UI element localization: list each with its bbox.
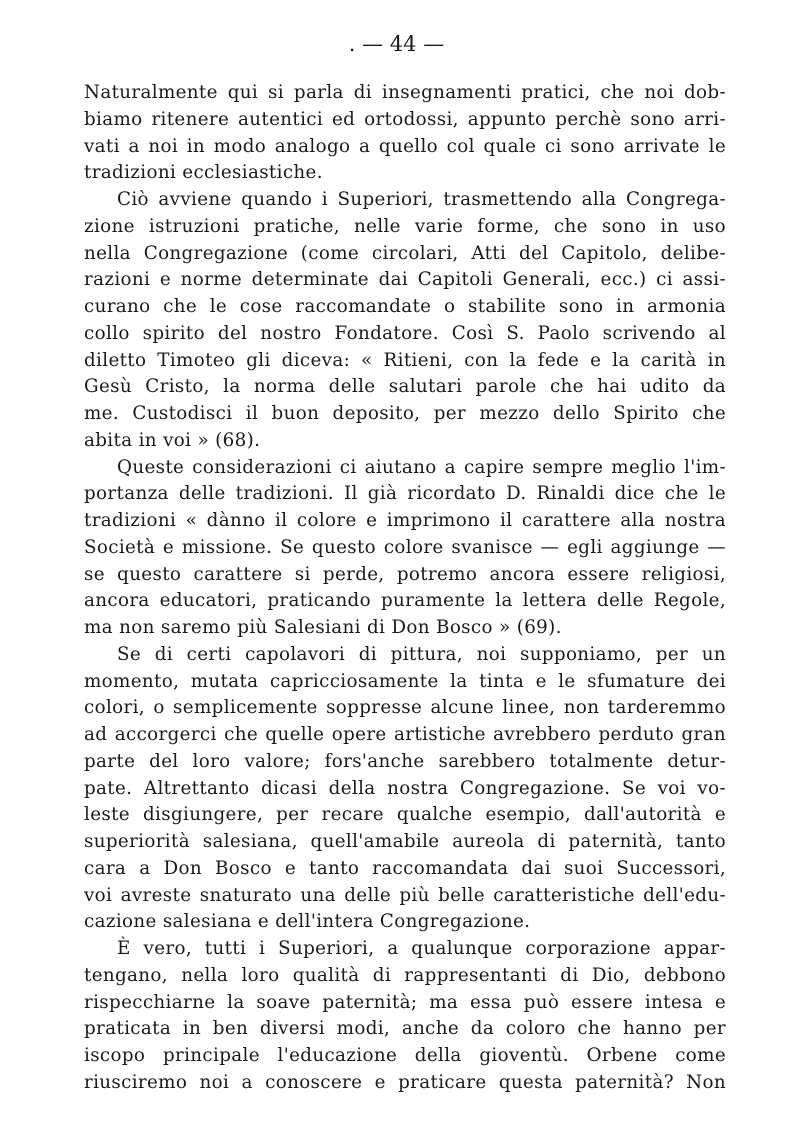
text-line: abita in voi » (68). [84, 429, 261, 451]
text-line: se questo carattere si perde, potremo ancora essere religiosi, [84, 563, 726, 585]
text-line: Società e missione. Se questo colore svanisce — egli aggiunge — [84, 536, 726, 558]
text-line: me. Custodisci il buon deposito, per mezzo dello Spirito che [84, 403, 726, 424]
text-line: cara a Don Bosco e tanto raccomandata dai suoi Successori, [84, 857, 726, 879]
text-line: voi avreste snaturato una delle più belle caratteristiche dell'edu- [84, 884, 726, 906]
text-line: colori, o semplicemente soppresse alcune linee, non tarderemmo [84, 697, 726, 719]
text-line: tradizioni ecclesiastiche. [84, 162, 323, 184]
text-line: È vero, tutti i Superiori, a qualunque corporazione appar- [117, 938, 726, 959]
text-line: biamo ritenere autentici ed ortodossi, appunto perchè sono arri- [84, 108, 726, 130]
text-line: riusciremo noi a conoscere e praticare questa paternità? Non [84, 1071, 726, 1093]
paragraph [84, 936, 726, 1097]
paragraph [84, 80, 726, 187]
text-line: Se di certi capolavori di pittura, noi supponiamo, per un [117, 643, 726, 665]
text-line: pate. Altrettanto dicasi della nostra Congregazione. Se voi vo- [84, 777, 726, 799]
text-line: vati a noi in modo analogo a quello col quale ci sono arrivate le [84, 135, 726, 157]
text-line: Ciò avviene quando i Superiori, trasmettendo alla Congrega- [117, 189, 726, 210]
text-line: nella Congregazione (come circolari, Atti del Capitolo, delibe- [84, 242, 726, 264]
text-line: praticata in ben diversi modi, anche da coloro che hanno per [84, 1018, 726, 1040]
body-text [84, 80, 726, 1097]
text-line: ancora educatori, praticando puramente la lettera delle Regole, [84, 590, 726, 612]
text-line: ad accorgerci che quelle opere artistiche avrebbero perduto gran [84, 724, 726, 745]
text-line: curano che le cose raccomandate o stabilite sono in armonia [84, 296, 726, 317]
paragraph [84, 455, 726, 642]
text-line: ma non saremo più Salesiani di Don Bosco » (69). [84, 617, 562, 638]
text-line: Gesù Cristo, la norma delle salutari parole che hai udito da [84, 376, 726, 398]
paragraph [84, 187, 726, 455]
paragraph [84, 642, 726, 936]
text-line: diletto Timoteo gli diceva: « Ritieni, con la fede e la carità in [84, 349, 726, 371]
text-line: Queste considerazioni ci aiutano a capire sempre meglio l'im- [117, 456, 726, 478]
text-line: leste disgiungere, per recare qualche esempio, dall'autorità e [84, 804, 726, 826]
text-line: Naturalmente qui si parla di insegnamenti pratici, che noi dob- [84, 82, 726, 103]
page-number: . — 44 — [348, 32, 445, 56]
text-line: momento, mutata capricciosamente la tinta e le sfumature dei [84, 670, 726, 692]
text-line: razioni e norme determinate dai Capitoli Generali, ecc.) ci assi- [84, 269, 726, 291]
text-line: iscopo principale l'educazione della gioventù. Orbene come [84, 1045, 726, 1066]
text-line: tradizioni « dànno il colore e imprimono il carattere alla nostra [84, 510, 726, 531]
text-line: cazione salesiana e dell'intera Congregazione. [84, 911, 531, 933]
text-line: superiorità salesiana, quell'amabile aureola di paternità, tanto [84, 831, 726, 852]
text-line: portanza delle tradizioni. Il già ricordato D. Rinaldi dice che le [84, 483, 726, 505]
text-line: rispecchiarne la soave paternità; ma essa può essere intesa e [84, 991, 726, 1013]
text-line: tengano, nella loro qualità di rappresentanti di Dio, debbono [84, 964, 726, 986]
text-line: zione istruzioni pratiche, nelle varie forme, che sono in uso [84, 215, 726, 237]
text-line: collo spirito del nostro Fondatore. Così S. Paolo scrivendo al [84, 322, 726, 344]
text-line: parte del loro valore; fors'anche sarebbero totalmente detur- [84, 750, 726, 772]
